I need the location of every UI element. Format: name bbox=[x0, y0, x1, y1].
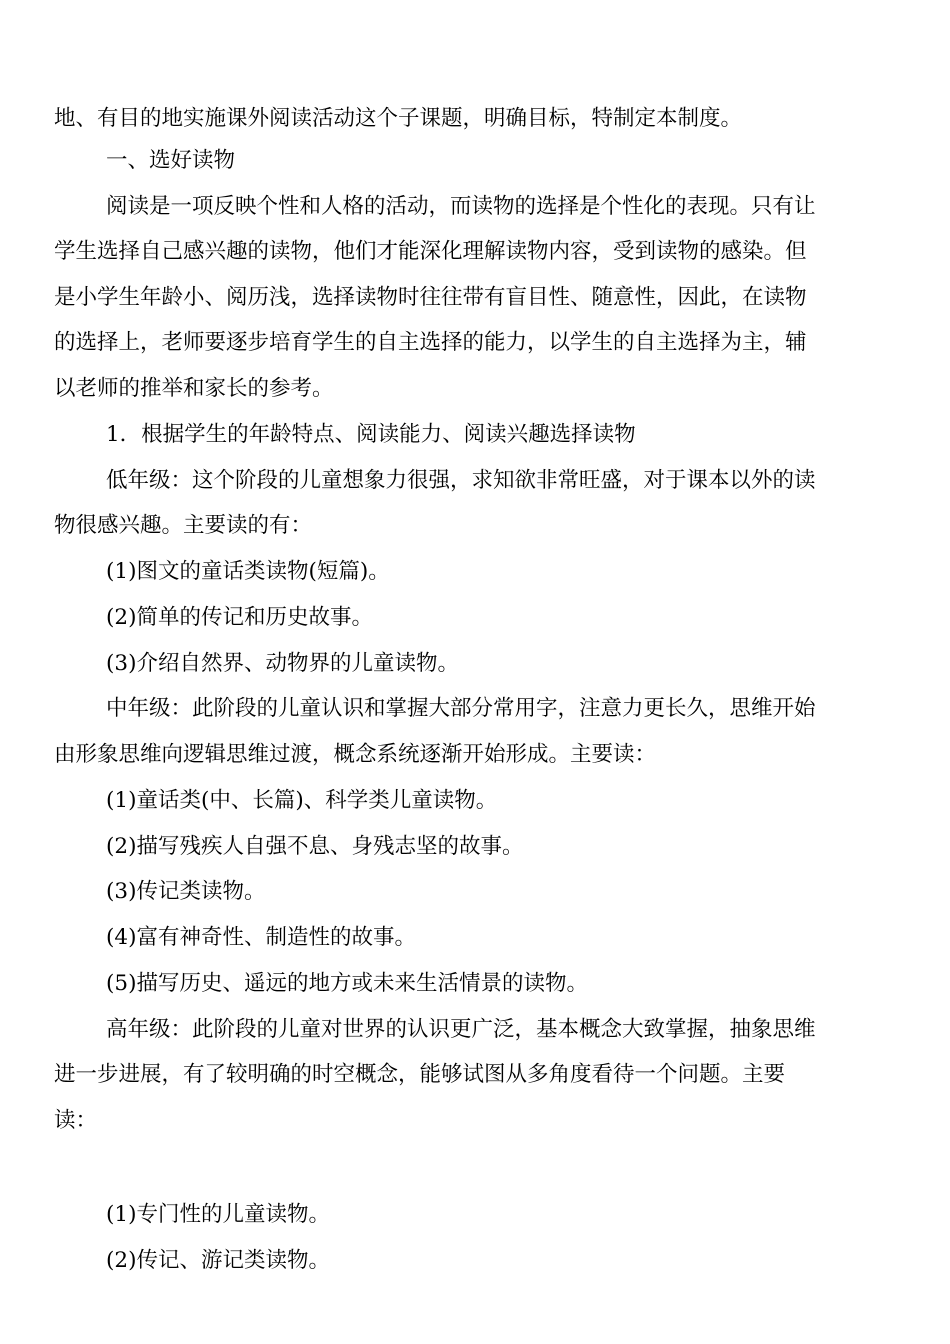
list-item: (1)专门性的儿童读物。 bbox=[106, 1202, 330, 1227]
list-item: (2)传记、游记类读物。 bbox=[106, 1248, 330, 1273]
list-item: (3)介绍自然界、动物界的儿童读物。 bbox=[106, 651, 459, 676]
text-line: 地、有目的地实施课外阅读活动这个子课题，明确目标，特制定本制度。 bbox=[54, 106, 743, 131]
list-item: (2)简单的传记和历史故事。 bbox=[106, 605, 373, 630]
text-line: 的选择上，老师要逐步培育学生的自主选择的能力，以学生的自主选择为主，辅 bbox=[54, 330, 807, 355]
list-item: (5)描写历史、遥远的地方或未来生活情景的读物。 bbox=[106, 971, 588, 996]
text-line: 学生选择自己感兴趣的读物，他们才能深化理解读物内容，受到读物的感染。但 bbox=[54, 239, 807, 264]
text-line: 读： bbox=[54, 1108, 98, 1133]
list-item: (1)童话类(中、长篇)、科学类儿童读物。 bbox=[106, 788, 498, 813]
text-line: 物很感兴趣。主要读的有： bbox=[54, 513, 313, 538]
text-line: 由形象思维向逻辑思维过渡，概念系统逐渐开始形成。主要读： bbox=[54, 742, 657, 767]
list-item: (4)富有神奇性、制造性的故事。 bbox=[106, 925, 416, 950]
text-line: 低年级：这个阶段的儿童想象力很强，求知欲非常旺盛，对于课本以外的读 bbox=[106, 468, 816, 493]
text-line: 阅读是一项反映个性和人格的活动，而读物的选择是个性化的表现。只有让 bbox=[106, 194, 816, 219]
list-item: (3)传记类读物。 bbox=[106, 879, 266, 904]
text-line: 高年级：此阶段的儿童对世界的认识更广泛，基本概念大致掌握，抽象思维 bbox=[106, 1017, 816, 1042]
subsection-heading: 1．根据学生的年龄特点、阅读能力、阅读兴趣选择读物 bbox=[106, 422, 636, 447]
text-line: 中年级：此阶段的儿童认识和掌握大部分常用字，注意力更长久，思维开始 bbox=[106, 696, 816, 721]
text-line: 以老师的推举和家长的参考。 bbox=[54, 376, 334, 401]
text-line: 进一步进展，有了较明确的时空概念，能够试图从多角度看待一个问题。主要 bbox=[54, 1062, 786, 1087]
list-item: (2)描写残疾人自强不息、身残志坚的故事。 bbox=[106, 834, 524, 859]
section-heading: 一、选好读物 bbox=[106, 148, 236, 173]
list-item: (1)图文的童话类读物(短篇)。 bbox=[106, 559, 390, 584]
text-line: 是小学生年龄小、阅历浅，选择读物时往往带有盲目性、随意性，因此，在读物 bbox=[54, 285, 807, 310]
